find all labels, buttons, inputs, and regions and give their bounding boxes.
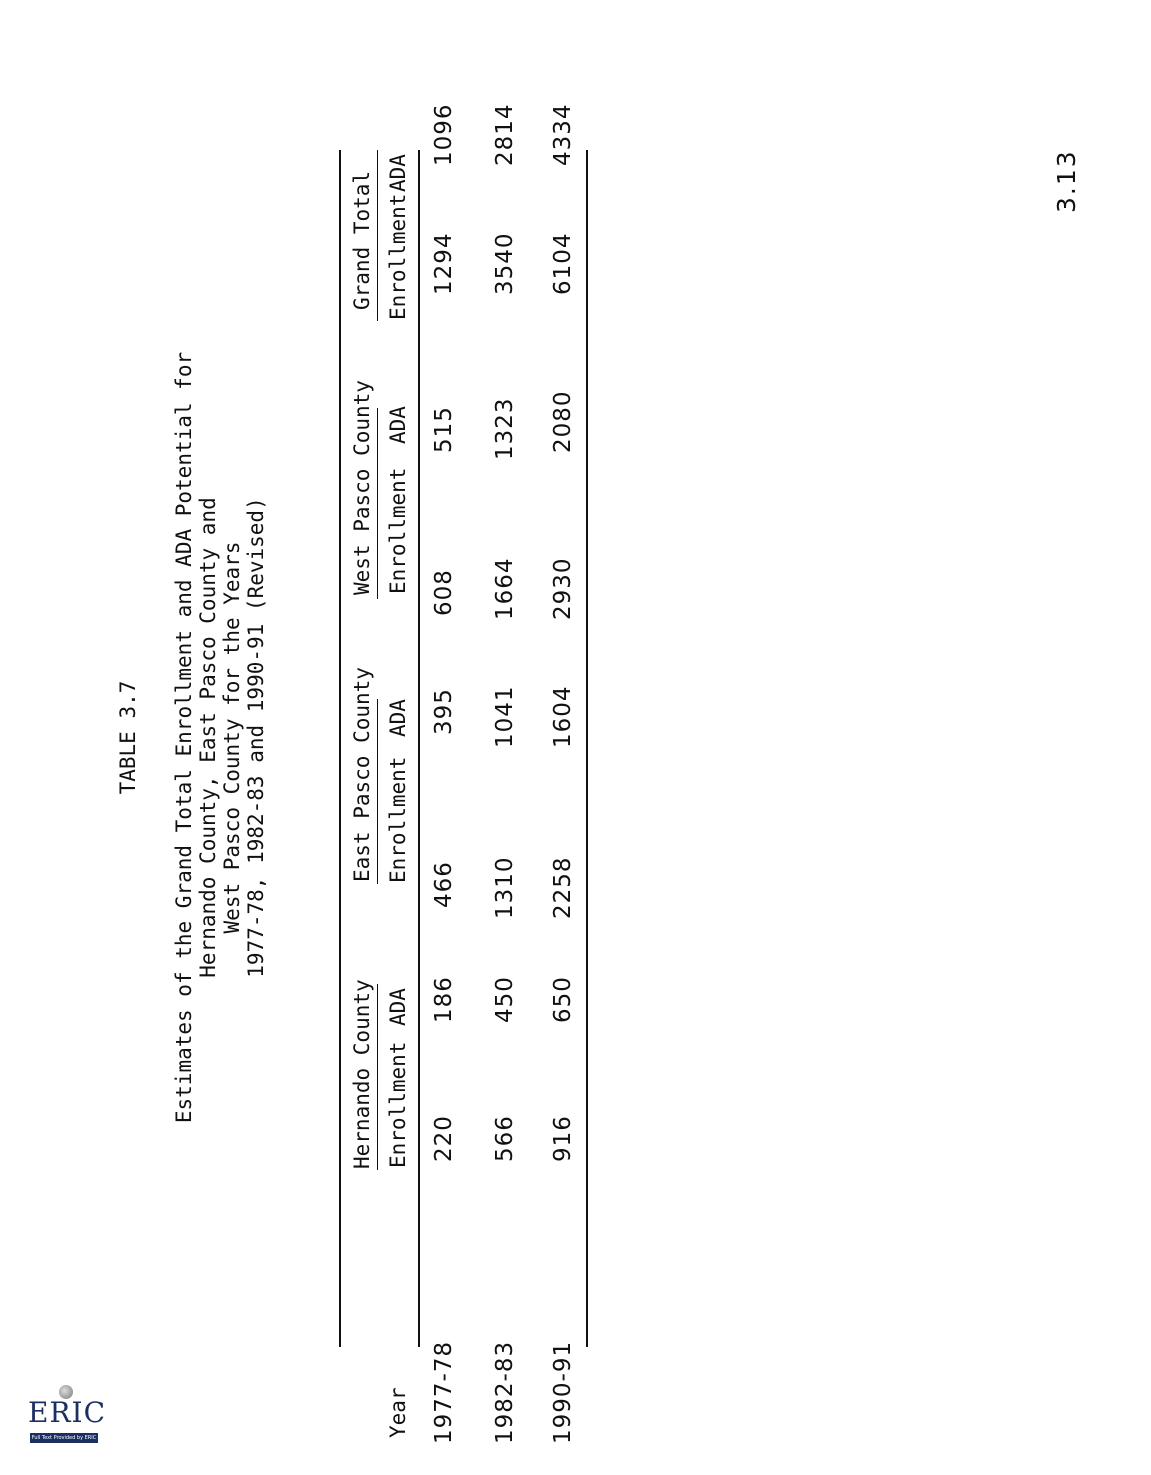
cell-year: 1990-91 (550, 1340, 576, 1444)
cell-east-ada: 1041 (492, 685, 518, 748)
caption-line-2: Hernando County, East Pasco County and (196, 497, 220, 978)
cell-west-enrollment: 608 (431, 569, 457, 616)
cell-total-enrollment: 3540 (492, 232, 518, 295)
group-underline-west (377, 408, 378, 599)
cell-hernando-enrollment: 220 (431, 1115, 457, 1162)
cell-west-ada: 1323 (492, 397, 518, 460)
year-column-header: Year (386, 1387, 410, 1438)
cell-hernando-enrollment: 566 (492, 1115, 518, 1162)
eric-logo-tagline: Full Text Provided by ERIC (31, 1435, 97, 1441)
cell-hernando-ada: 650 (550, 976, 576, 1023)
eric-logo-word: ERIC (28, 1396, 107, 1429)
sub-header-hernando-enrollment: Enrollment (386, 1041, 410, 1168)
group-header-total: Grand Total (350, 170, 374, 310)
sub-header-total-enrollment: Enrollment (386, 193, 410, 320)
caption-line-4: 1977-78, 1982-83 and 1990-91 (Revised) (244, 497, 268, 978)
group-underline-hernando (377, 984, 378, 1170)
sub-header-east-ada: ADA (386, 699, 410, 737)
cell-hernando-ada: 450 (492, 976, 518, 1023)
cell-west-ada: 2080 (550, 390, 576, 453)
cell-year: 1977-78 (431, 1340, 457, 1444)
sub-header-west-enrollment: Enrollment (386, 467, 410, 594)
cell-hernando-ada: 186 (431, 976, 457, 1023)
cell-total-ada: 2814 (492, 103, 518, 166)
cell-east-enrollment: 2258 (550, 856, 576, 919)
group-underline-east (377, 699, 378, 884)
sub-header-west-ada: ADA (386, 406, 410, 444)
group-header-hernando: Hernando County (350, 979, 374, 1169)
group-header-east: East Pasco County (350, 667, 374, 882)
cell-east-enrollment: 466 (431, 861, 457, 908)
table-bottom-rule (586, 150, 588, 1347)
cell-east-enrollment: 1310 (492, 856, 518, 919)
sub-header-east-enrollment: Enrollment (386, 756, 410, 883)
cell-hernando-enrollment: 916 (550, 1115, 576, 1162)
group-header-west: West Pasco County (350, 380, 374, 595)
caption-line-3: West Pasco County for the Years (220, 541, 244, 934)
caption-line-1: Estimates of the Grand Total Enrollment and ADA Potential for (172, 351, 196, 1124)
eric-logo (28, 1385, 107, 1447)
cell-west-ada: 515 (431, 406, 457, 453)
sub-header-total-ada: ADA (386, 154, 410, 192)
cell-year: 1982-83 (492, 1340, 518, 1444)
table-top-rule (339, 150, 341, 1347)
group-underline-total (377, 150, 378, 321)
cell-total-ada: 4334 (550, 103, 576, 166)
cell-west-enrollment: 2930 (550, 557, 576, 620)
sub-header-hernando-ada: ADA (386, 988, 410, 1026)
table-label: TABLE 3.7 (116, 680, 140, 795)
page-number: 3.13 (1052, 149, 1081, 213)
cell-total-ada: 1096 (431, 103, 457, 166)
cell-total-enrollment: 1294 (431, 232, 457, 295)
cell-total-enrollment: 6104 (550, 232, 576, 295)
cell-west-enrollment: 1664 (492, 557, 518, 620)
cell-east-ada: 395 (431, 688, 457, 735)
cell-east-ada: 1604 (550, 685, 576, 748)
header-bottom-rule (418, 150, 420, 1347)
